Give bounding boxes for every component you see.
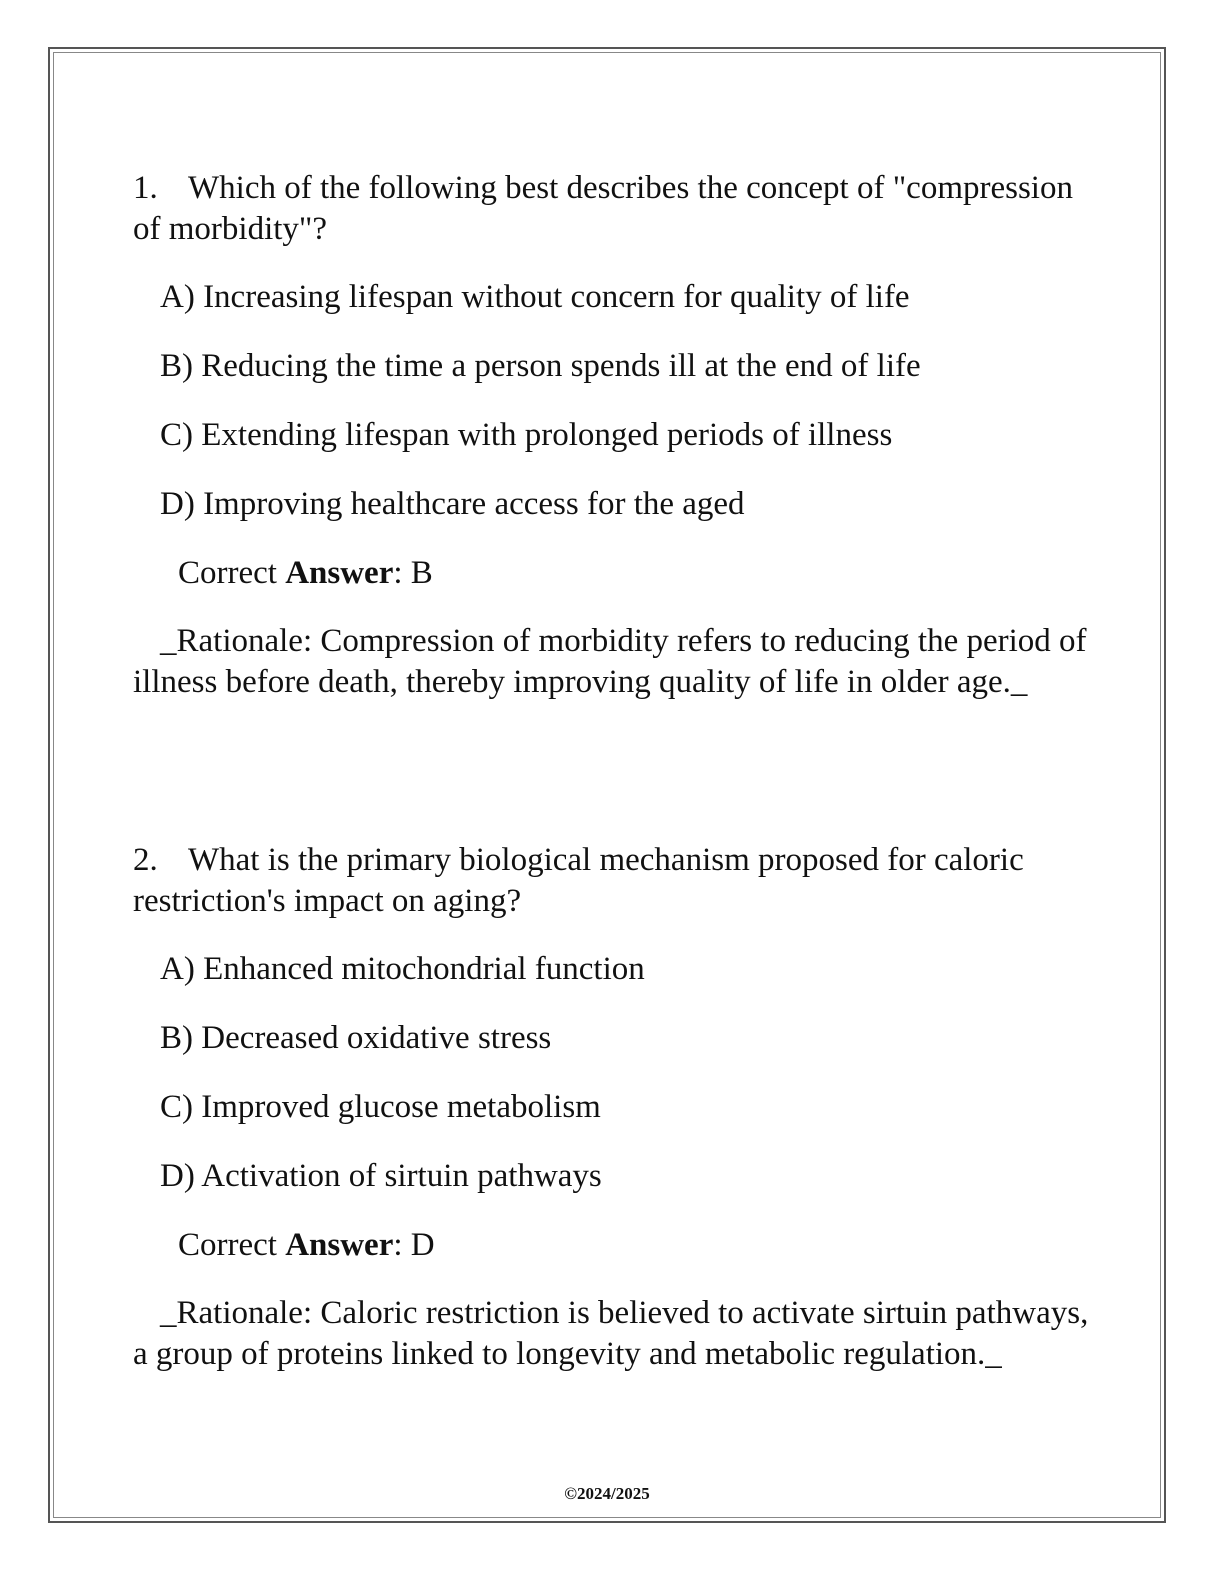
- correct-answer: [133, 553, 1093, 594]
- correct-answer: [133, 1225, 1093, 1266]
- answer-value: : B: [393, 555, 433, 591]
- answer-prefix: Correct: [178, 555, 286, 591]
- option-b: B) Decreased oxidative stress: [160, 1020, 552, 1056]
- question-number: 2.: [133, 842, 158, 878]
- question-number: 1.: [133, 170, 158, 206]
- option-a: A) Increasing lifespan without concern for quality of life: [160, 279, 910, 315]
- copyright-footer: ©2024/2025: [564, 1484, 650, 1503]
- rationale: _Rationale: Caloric restriction is believed to activate sirtuin pathways, a group of proteins linked to longevity and metabolic regulation._: [133, 1295, 1089, 1372]
- option-c: C) Extending lifespan with prolonged periods of illness: [160, 417, 893, 453]
- question-2: [133, 840, 1093, 1375]
- rationale: _Rationale: Compression of morbidity refers to reducing the period of illness before death, thereby improving quality of life in older age._: [133, 623, 1087, 700]
- question-text: What is the primary biological mechanism proposed for caloric restriction's impact on aging?: [133, 842, 1024, 919]
- option-d: D) Activation of sirtuin pathways: [160, 1158, 602, 1194]
- question-1: [133, 168, 1093, 703]
- answer-value: : D: [393, 1227, 435, 1263]
- question-stem: [133, 840, 1093, 922]
- option-a: A) Enhanced mitochondrial function: [160, 951, 645, 987]
- answer-prefix: Correct: [178, 1227, 286, 1263]
- option-c: C) Improved glucose metabolism: [160, 1089, 601, 1125]
- question-stem: [133, 168, 1093, 250]
- answer-label: Answer: [285, 555, 394, 591]
- option-d: D) Improving healthcare access for the aged: [160, 486, 745, 522]
- question-text: Which of the following best describes the concept of "compression of morbidity"?: [133, 170, 1073, 247]
- option-b: B) Reducing the time a person spends ill at the end of life: [160, 348, 921, 384]
- answer-label: Answer: [285, 1227, 394, 1263]
